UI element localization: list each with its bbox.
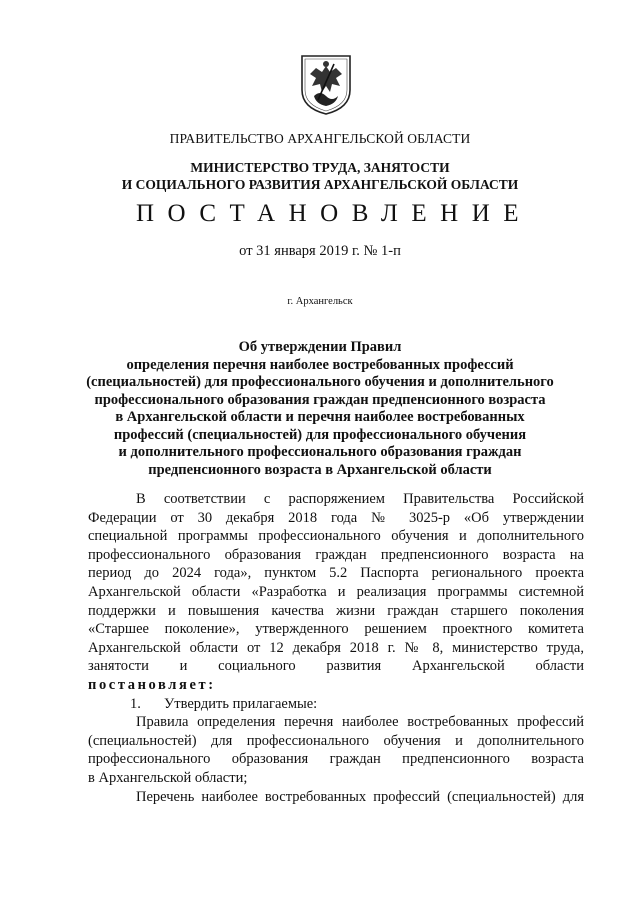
title-line: (специальностей) для профессионального обучения и дополнительного [86,374,554,390]
body-line: В соответствии с распоряжением Правительства Российской [136,491,584,507]
list-item-text: Утвердить прилагаемые: [164,695,318,712]
document-body [88,490,584,806]
ministry-line: И СОЦИАЛЬНОГО РАЗВИТИЯ АРХАНГЕЛЬСКОЙ ОБЛАСТИ [121,177,519,192]
list-item-number: 1. [130,695,141,712]
body-line: профессионального образования граждан предпенсионного возраста на [88,546,584,563]
body-line: в Архангельской области; [88,769,248,786]
body-line: Перечень наиболее востребованных профессий (специальностей) для [136,788,584,805]
title-line: в Архангельской области и перечня наиболее востребованных [115,409,525,425]
ministry-line: МИНИСТЕРСТВО ТРУДА, ЗАНЯТОСТИ [190,160,450,175]
body-line: профессионального образования граждан предпенсионного возраста [88,751,584,768]
body-line: Правила определения перечня наиболее востребованных профессий [136,714,584,731]
document-type: ПОСТАНОВЛЕНИЕ [135,200,533,227]
resolves-keyword: постановляет: [88,676,216,693]
body-line: Архангельской области от 12 декабря 2018 г. № 8, министерство труда, [88,639,584,656]
government-name: ПРАВИТЕЛЬСТВО АРХАНГЕЛЬСКОЙ ОБЛАСТИ [169,131,471,146]
body-line: Федерации от 30 декабря 2018 года № 3025-р «Об утверждении [88,509,584,526]
coat-of-arms-archangel-icon [296,52,356,116]
body-line: «Старшее поколение», утвержденного решением проектного комитета [88,621,584,638]
title-line: Об утверждении Правил [238,339,402,355]
title-line: предпенсионного возраста в Архангельской области [148,461,492,478]
body-line: (специальностей) для профессионального обучения и дополнительного [88,732,584,749]
body-line: Архангельской области «Разработка и реализация программы системной [88,583,584,600]
document-title [60,339,580,479]
body-line: занятости и социального развития Архангельской области [88,658,584,675]
title-line: профессионального образования граждан предпенсионного возраста [94,391,546,408]
body-line: специальной программы профессионального обучения и дополнительного [88,528,584,545]
city: г. Архангельск [287,296,353,307]
date-number: от 31 января 2019 г. № 1-п [239,243,401,259]
ministry-name [60,159,580,193]
body-line: поддержки и повышения качества жизни граждан старшего поколения [88,602,584,619]
title-line: определения перечня наиболее востребованных профессий [126,356,514,373]
body-line: период до 2024 года», пунктом 5.2 Паспорта регионального проекта [88,565,584,582]
title-line: и дополнительного профессионального образования граждан [118,444,522,460]
title-line: профессий (специальностей) для профессионального обучения [113,426,527,443]
list-item [88,695,584,714]
